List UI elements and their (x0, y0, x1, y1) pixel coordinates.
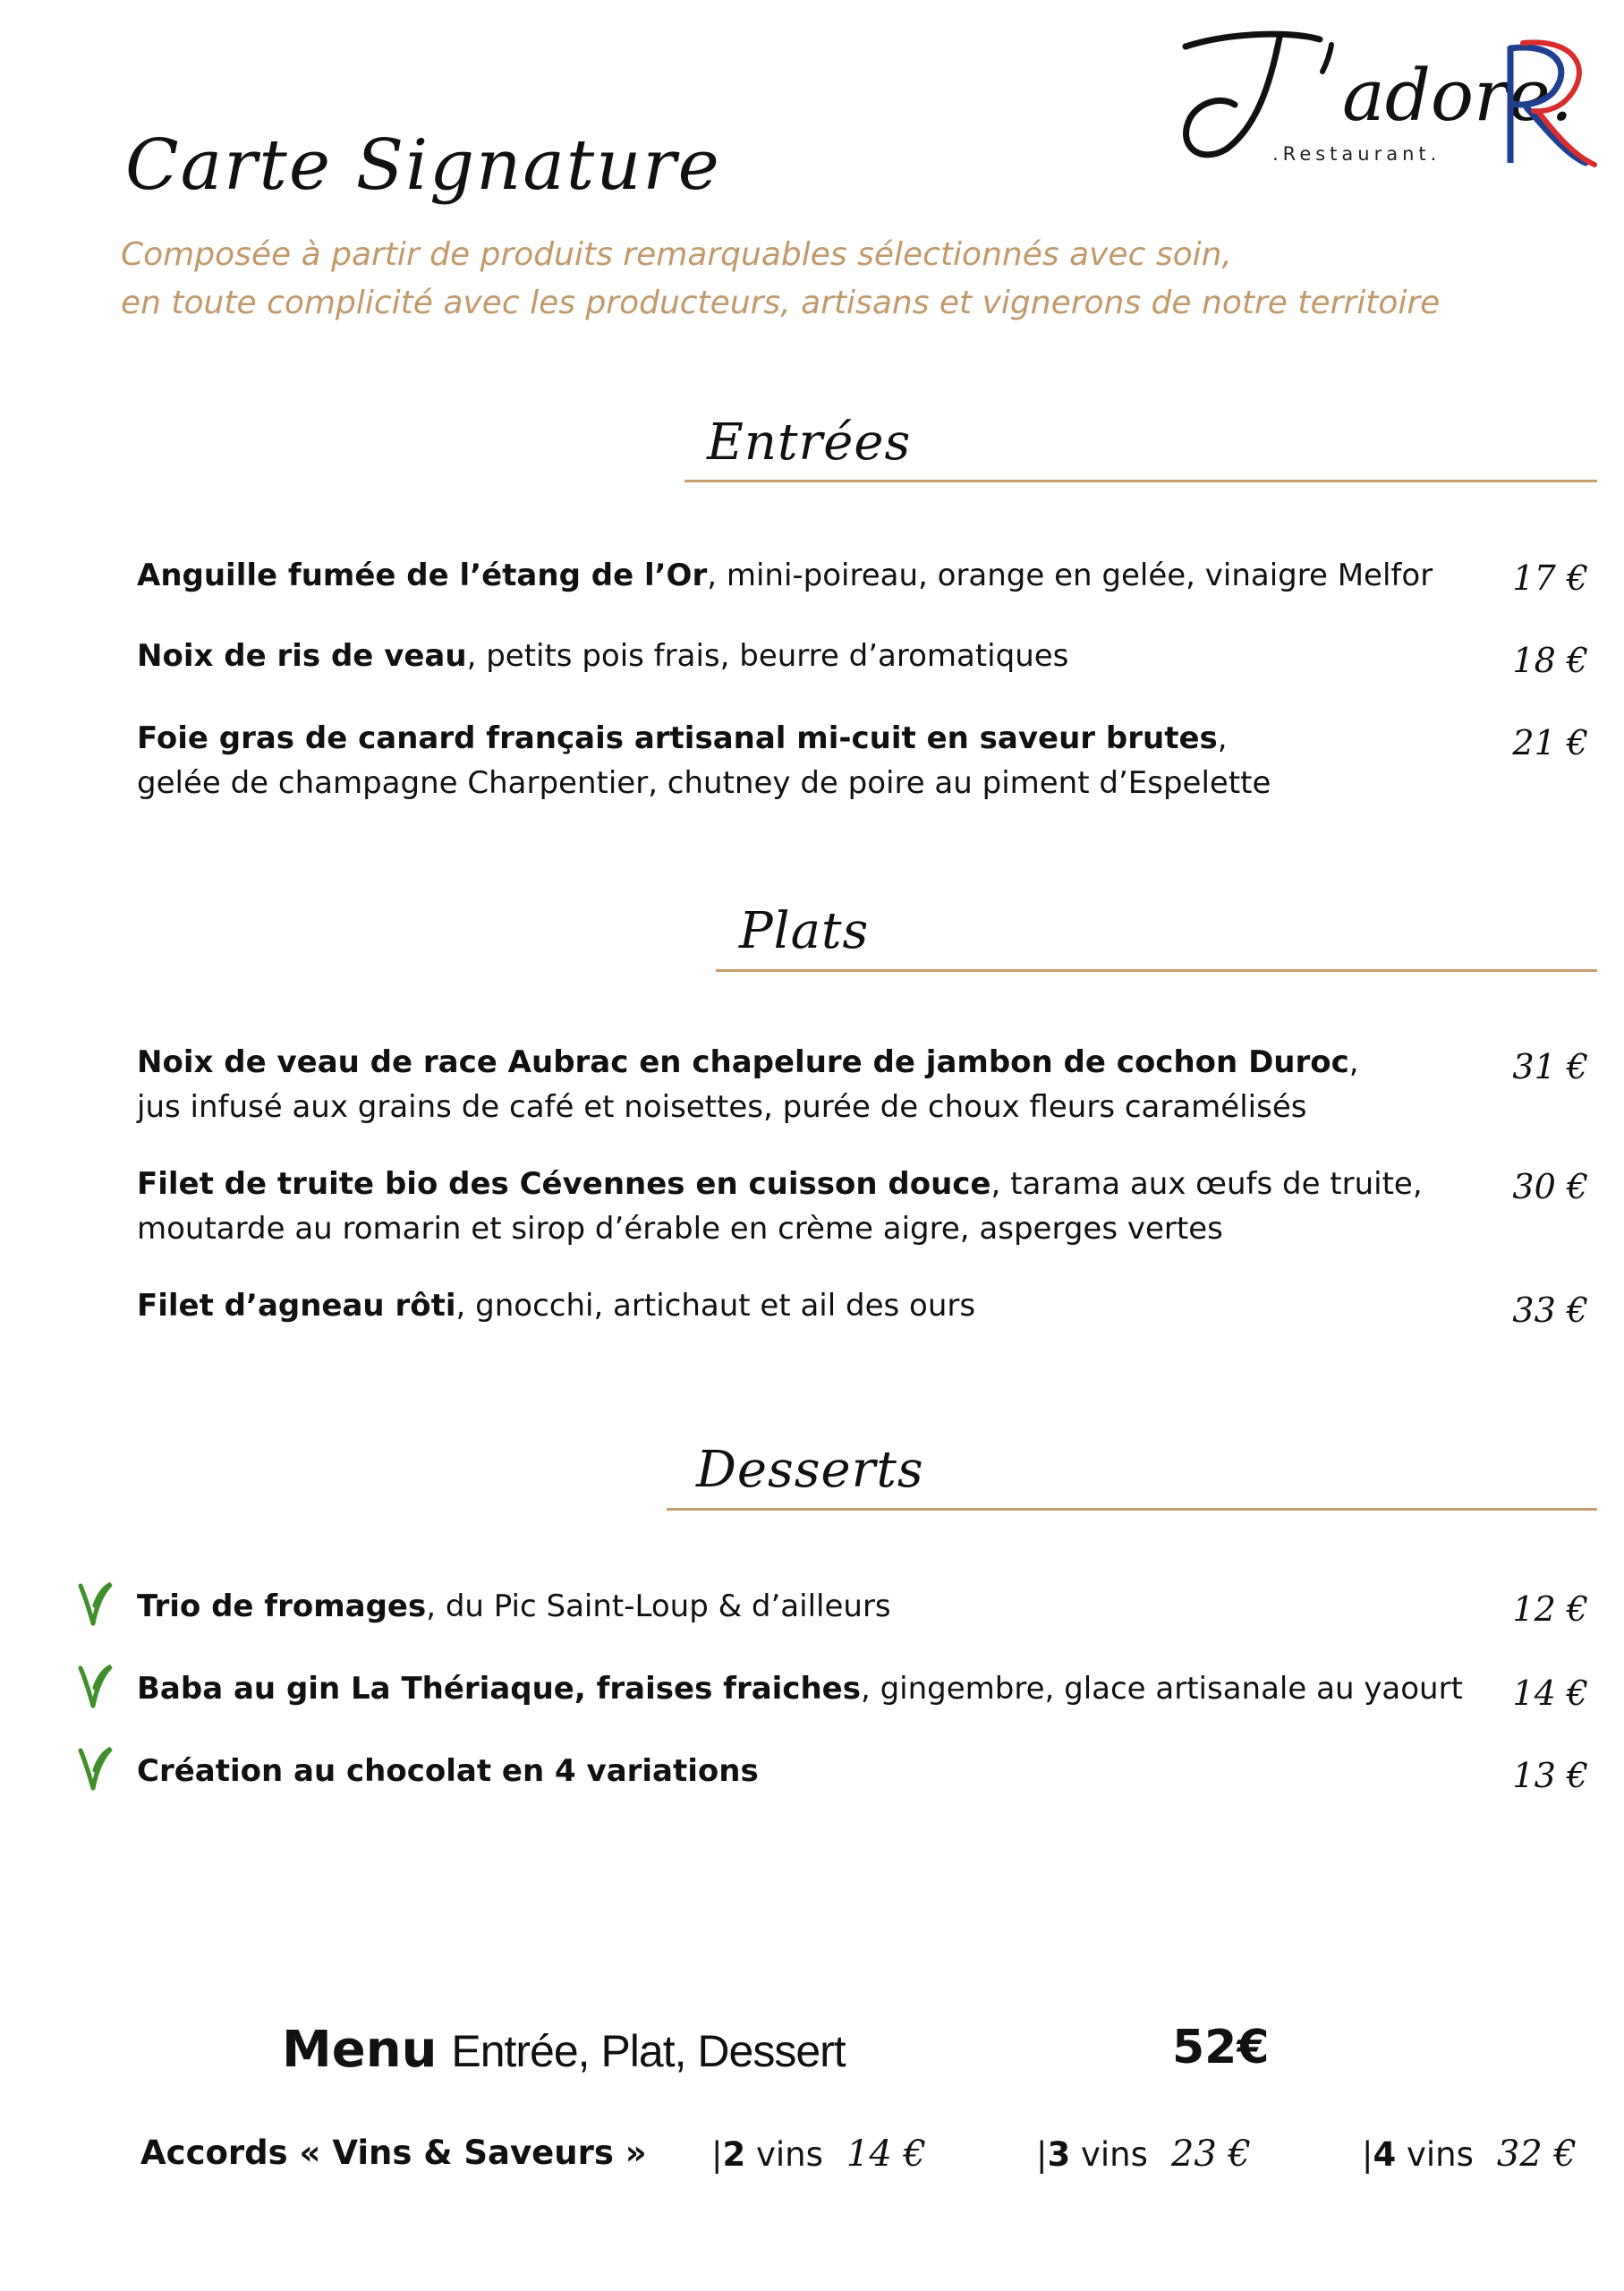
leaf-icon (77, 1743, 115, 1792)
item-price: 30 € (1512, 1167, 1588, 1206)
item-description: , petits pois frais, beurre d’aromatiques (466, 638, 1069, 674)
item-name: Création au chocolat en 4 variations (137, 1753, 759, 1789)
item-name: Foie gras de canard français artisanal mi-cuit en saveur brutes (137, 720, 1218, 756)
option-unit: vins (1396, 2135, 1474, 2174)
menu-item-plat-3 (137, 1283, 1461, 1328)
leaf-icon (77, 1579, 115, 1627)
item-name: Noix de veau de race Aubrac en chapelure de jambon de cochon Duroc (137, 1044, 1349, 1080)
item-description-line-2: moutarde au romarin et sirop d’érable en crème aigre, asperges vertes (137, 1211, 1223, 1247)
item-name: Filet de truite bio des Cévennes en cuisson douce (137, 1166, 991, 1202)
item-name: Trio de fromages (137, 1588, 427, 1624)
section-divider (667, 1508, 1597, 1511)
item-price: 17 € (1512, 558, 1588, 598)
option-count: 4 (1373, 2135, 1397, 2174)
item-name: Anguille fumée de l’étang de l’Or (137, 558, 708, 593)
item-description: , gnocchi, artichaut et ail des ours (455, 1288, 976, 1324)
item-description: , tarama aux œufs de truite, (991, 1166, 1423, 1202)
option-unit: vins (745, 2135, 823, 2174)
item-price: 33 € (1512, 1290, 1588, 1330)
option-price: 23 € (1170, 2133, 1251, 2175)
menu-label: Menu (282, 2021, 438, 2079)
page-title: Carte Signature (125, 125, 721, 206)
item-name: Filet d’agneau rôti (137, 1288, 456, 1324)
item-price: 21 € (1512, 723, 1588, 762)
wine-pairing-option-2 (711, 2133, 926, 2175)
option-prefix: | (1036, 2135, 1048, 2174)
option-price: 32 € (1496, 2133, 1577, 2175)
item-name: Noix de ris de veau (137, 638, 467, 674)
section-title-plats: Plats (739, 902, 870, 960)
item-price: 12 € (1512, 1589, 1588, 1629)
logo-script: adore. (1342, 54, 1574, 137)
item-description: , mini-poireau, orange en gelée, vinaigre Melfor (707, 558, 1433, 593)
item-description: , du Pic Saint-Loup & d’ailleurs (426, 1588, 891, 1624)
wine-pairing-option-4 (1362, 2133, 1577, 2175)
page-subtitle (121, 231, 1440, 328)
wine-pairing-label: Accords « Vins & Saveurs » (140, 2133, 647, 2172)
option-count: 3 (1047, 2135, 1071, 2174)
item-price: 14 € (1512, 1674, 1588, 1713)
subtitle-line-1: Composée à partir de produits remarquables sélectionnés avec soin, (121, 236, 1232, 273)
menu-formula (282, 2021, 846, 2079)
item-name: Baba au gin La Thériaque, fraises fraiches (137, 1671, 861, 1707)
logo-subtitle: .Restaurant. (1272, 143, 1441, 165)
item-price: 18 € (1512, 641, 1588, 680)
section-divider (684, 480, 1597, 482)
menu-price: 52€ (1172, 2021, 1270, 2074)
menu-item-plat-2 (137, 1162, 1461, 1251)
item-price: 31 € (1512, 1047, 1588, 1086)
menu-item-dessert-1 (137, 1584, 1461, 1629)
subtitle-line-2: en toute complicité avec les producteurs, artisans et vignerons de notre territoire (121, 285, 1441, 321)
option-unit: vins (1070, 2135, 1148, 2174)
item-price: 13 € (1512, 1756, 1588, 1795)
item-description-line-2: jus infusé aux grains de café et noisettes, purée de choux fleurs caramélisés (137, 1089, 1307, 1125)
menu-item-dessert-2 (137, 1666, 1461, 1711)
menu-item-entree-3 (137, 716, 1461, 805)
section-divider (716, 969, 1597, 972)
option-prefix: | (711, 2135, 723, 2174)
section-title-desserts: Desserts (696, 1441, 924, 1499)
menu-item-entree-1 (137, 553, 1461, 598)
menu-description: Entrée, Plat, Dessert (451, 2026, 846, 2076)
item-description: , (1348, 1044, 1359, 1080)
leaf-icon (77, 1661, 115, 1709)
option-price: 14 € (846, 2133, 926, 2175)
option-prefix: | (1362, 2135, 1373, 2174)
menu-item-plat-1 (137, 1040, 1461, 1129)
item-description-line-2: gelée de champagne Charpentier, chutney de poire au piment d’Espelette (137, 765, 1271, 801)
item-description: , gingembre, glace artisanale au yaourt (860, 1671, 1463, 1707)
wine-pairing-option-3 (1036, 2133, 1251, 2175)
item-description: , (1217, 720, 1228, 756)
menu-item-dessert-3 (137, 1749, 1461, 1793)
restaurant-logo (1172, 20, 1602, 181)
section-title-entrees: Entrées (707, 413, 912, 472)
option-count: 2 (722, 2135, 746, 2174)
menu-item-entree-2 (137, 634, 1461, 678)
